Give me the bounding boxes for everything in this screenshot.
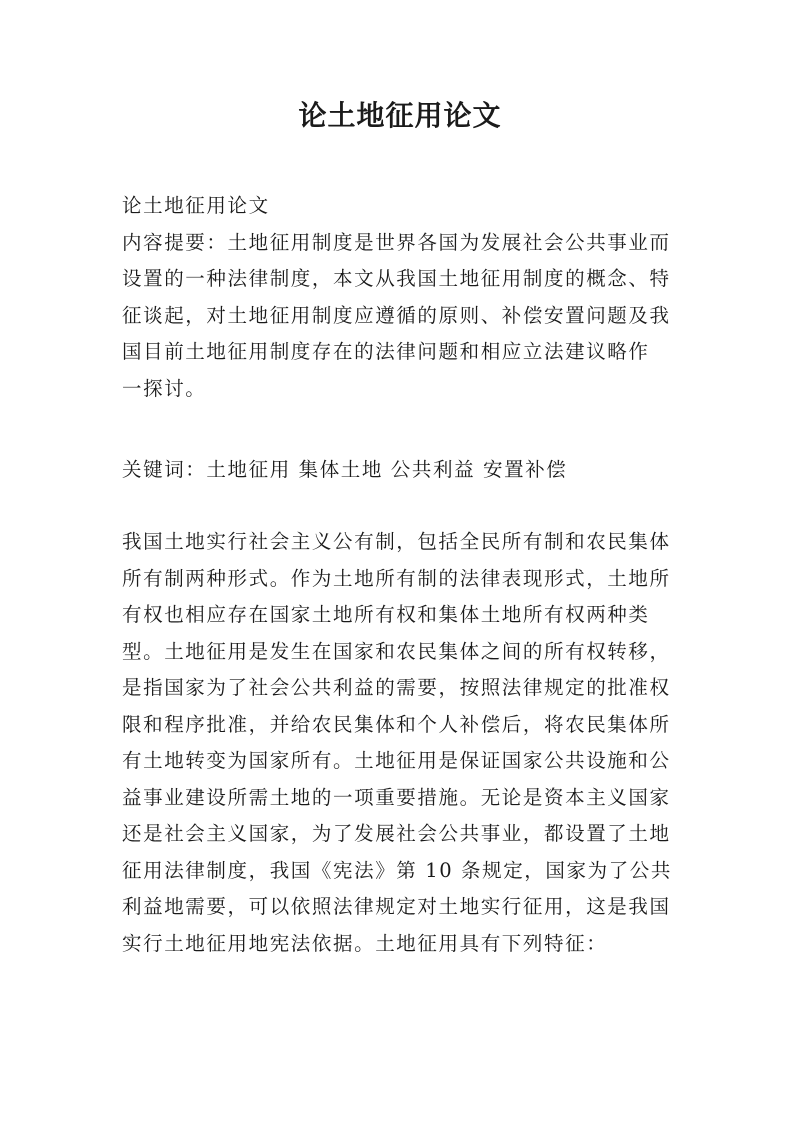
abstract-line: 设置的一种法律制度，本文从我国土地征用制度的概念、特 xyxy=(122,267,671,290)
paragraph-line: 是指国家为了社会公共利益的需要，按照法律规定的批准权 xyxy=(122,676,671,699)
abstract-line: 一探讨。 xyxy=(122,376,207,400)
paragraph-line: 我国土地实行社会主义公有制，包括全民所有制和农民集体 xyxy=(122,530,671,553)
abstract-line: 内容提要：土地征用制度是世界各国为发展社会公共事业而 xyxy=(122,230,671,254)
document-title: 论土地征用论文 xyxy=(298,99,502,132)
keywords-line: 关键词：土地征用 集体土地 公共利益 安置补偿 xyxy=(122,458,568,481)
paragraph-line: 限和程序批准，并给农民集体和个人补偿后，将农民集体所 xyxy=(122,712,671,736)
paragraph-line: 有土地转变为国家所有。土地征用是保证国家公共设施和公 xyxy=(122,749,671,772)
keywords-block xyxy=(122,452,682,489)
paragraph-line: 有权也相应存在国家土地所有权和集体土地所有权两种类 xyxy=(122,603,650,626)
intro-block xyxy=(122,188,682,407)
intro-heading-line: 论土地征用论文 xyxy=(122,194,270,217)
paragraph-line: 实行土地征用地宪法依据。土地征用具有下列特征： xyxy=(122,931,608,955)
paragraph-line: 征用法律制度，我国《宪法》第 10 条规定，国家为了公共 xyxy=(122,858,673,882)
paragraph-line: 利益地需要，可以依照法律规定对土地实行征用，这是我国 xyxy=(122,895,671,918)
paragraph-line: 所有制两种形式。作为土地所有制的法律表现形式，土地所 xyxy=(122,566,671,590)
paragraph-line: 还是社会主义国家，为了发展社会公共事业，都设置了土地 xyxy=(122,822,671,845)
abstract-line: 征谈起，对土地征用制度应遵循的原则、补偿安置问题及我 xyxy=(122,303,671,327)
paragraph-line: 益事业建设所需土地的一项重要措施。无论是资本主义国家 xyxy=(122,785,671,809)
abstract-line: 国目前土地征用制度存在的法律问题和相应立法建议略作 xyxy=(122,340,650,363)
body-paragraph xyxy=(122,524,682,962)
paragraph-line: 型。土地征用是发生在国家和农民集体之间的所有权转移， xyxy=(122,639,671,663)
